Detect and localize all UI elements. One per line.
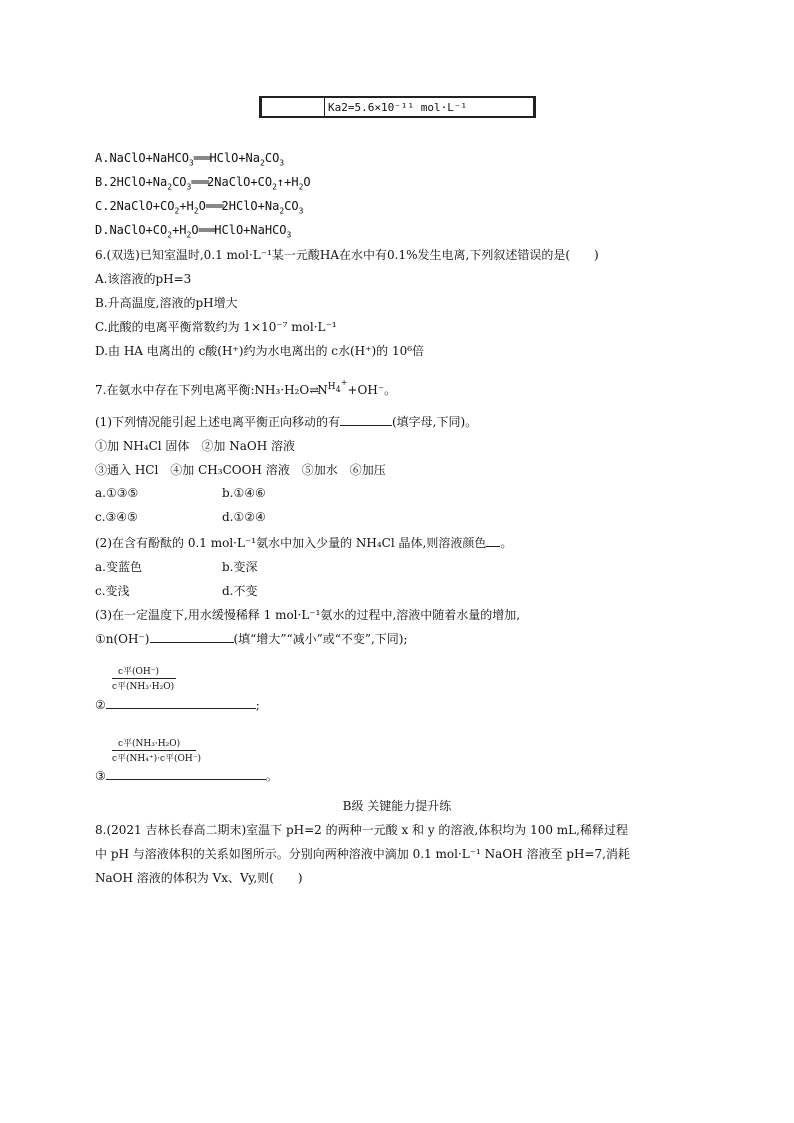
q6-option-a: A.该溶液的pH=3 xyxy=(95,272,192,286)
q7-part3-item1: ①n(OH⁻) (填“增大”“减小”或“不变”,下同); xyxy=(95,632,408,646)
q7-part1: (1)下列情况能引起上述电离平衡正向移动的有 (填字母,下同)。 xyxy=(95,415,478,429)
q6-option-c: C.此酸的电离平衡常数约为 1×10⁻⁷ mol·L⁻¹ xyxy=(95,320,337,334)
q6-stem: 6.(双选)已知室温时,0.1 mol·L⁻¹某一元酸HA在水中有0.1%发生电离,下列叙述错误的是( ) xyxy=(95,248,599,262)
q6-option-b: B.升高温度,溶液的pH增大 xyxy=(95,296,238,310)
q7-choice-b2: b.变深 xyxy=(222,560,258,574)
q7-choice-c1: c.③④⑤ xyxy=(95,510,138,524)
q7-choice-a2: a.变蓝色 xyxy=(95,560,142,574)
q5-option-a: $A.NaClO+NaHCO_3═══HClO+Na_2CO_3$ xyxy=(95,151,285,168)
answer-blank[interactable] xyxy=(340,413,392,426)
q5-option-b: $B.2HClO+Na_2CO_3═══2NaClO+CO_2↑+H_2O$ xyxy=(95,175,311,192)
fraction-3: c平(NH₃·H₂O) c平(NH₄⁺)·c平(OH⁻) xyxy=(112,739,202,764)
q7-part3: (3)在一定温度下,用水缓慢稀释 1 mol·L⁻¹氨水的过程中,溶液中随着水量的增加, xyxy=(95,608,521,622)
q8-line-3: NaOH 溶液的体积为 Vx、Vy,则( ) xyxy=(95,871,303,885)
q7-part1-conditions-1: ①加 NH₄Cl 固体 ②加 NaOH 溶液 xyxy=(95,439,296,453)
fraction-2: c平(OH⁻) c平(NH₃·H₂O) xyxy=(112,667,175,692)
q5-option-c: $C.2NaClO+CO_2+H_2O═══2HClO+Na_2CO_3$ xyxy=(95,199,304,216)
q7-choice-c2: c.变浅 xyxy=(95,584,130,598)
q8-line-2: 中 pH 与溶液体积的关系如图所示。分别向两种溶液中滴加 0.1 mol·L⁻¹ NaOH 溶液至 pH=7,消耗 xyxy=(95,847,630,861)
table-divider xyxy=(324,98,325,116)
q6-option-d: D.由 HA 电离出的 c酸(H⁺)约为水电离出的 c水(H⁺)的 10⁶倍 xyxy=(95,344,425,358)
q8-line-1: 8.(2021 吉林长春高二期末)室温下 pH=2 的两种一元酸 x 和 y 的溶液,体积均为 100 mL,稀释过程 xyxy=(95,823,628,837)
ka2-value: Ka2=5.6×10⁻¹¹ mol·L⁻¹ xyxy=(328,101,468,114)
answer-blank[interactable] xyxy=(106,767,266,780)
q5-option-d: $D.NaClO+CO_2+H_2O═══HClO+NaHCO_3$ xyxy=(95,223,292,240)
q7-choice-a1: a.①③⑤ xyxy=(95,486,139,500)
q7-choice-b1: b.①④⑥ xyxy=(222,486,266,500)
q7-choice-d2: d.不变 xyxy=(222,584,258,598)
q7-choice-d1: d.①②④ xyxy=(222,510,266,524)
equilibrium-arrow: ⇌ xyxy=(309,383,318,397)
q7-stem: 7.在氨水中存在下列电离平衡$:NH_3\cdot H_2O\rightleftharpoons N^{H_4^+}+OH^-$。 xyxy=(95,378,397,397)
ka2-table-row xyxy=(259,96,536,118)
q7-part3-item2: ② ; xyxy=(95,698,260,712)
answer-blank[interactable] xyxy=(486,534,500,547)
q7-part1-conditions-2: ③通入 HCl ④加 CH₃COOH 溶液 ⑤加水 ⑥加压 xyxy=(95,463,386,477)
answer-blank[interactable] xyxy=(106,696,256,709)
section-heading: B级 关键能力提升练 xyxy=(342,799,452,813)
q7-part3-item3: ③ 。 xyxy=(95,769,278,783)
answer-blank[interactable] xyxy=(150,630,234,643)
q7-part2: (2)在含有酚酞的 0.1 mol·L⁻¹氨水中加入少量的 NH₄Cl 晶体,则溶液颜色 。 xyxy=(95,536,513,550)
